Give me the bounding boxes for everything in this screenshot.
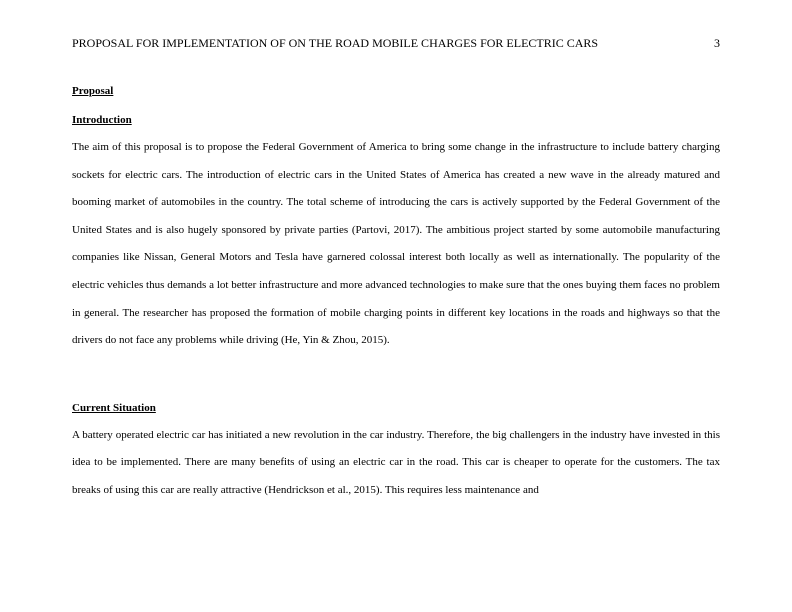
current-situation-heading: Current Situation — [72, 401, 156, 414]
introduction-paragraph: The aim of this proposal is to propose the Federal Government of America to bring some change in the infrastructure to include battery charging sockets for electric cars. The introduction of electric cars in the United States of America has created a new wave in the already matured and booming market of automobiles in the country. The total scheme of introducing the cars is actively supported by the Federal Government of the United States and is also hugely sponsored by private parties (Partovi, 2017). The ambitious project started by some automobile manufacturing companies like Nissan, General Motors and Tesla have garnered colossal interest both locally as well as internationally. The popularity of the electric vehicles thus demands a lot better infrastructure and more advanced technologies to make sure that the ones buying them faces no problem in general. The researcher has proposed the formation of mobile charging points in different key locations in the roads and highways so that the drivers do not face any problems while driving (He, Yin & Zhou, 2015). — [72, 141, 720, 347]
document-body — [72, 78, 720, 505]
current-situation-paragraph: A battery operated electric car has initiated a new revolution in the car industry. Therefore, the big challengers in the industry have invested in this idea to be implemented. There are many benefits of using an electric car in the road. This car is cheaper to operate for the customers. The tax breaks of using this car are really attractive (Hendrickson et al., 2015). This requires less maintenance and — [72, 428, 720, 496]
introduction-heading: Introduction — [72, 114, 132, 126]
proposal-heading: Proposal — [72, 85, 114, 97]
page-number: 3 — [714, 36, 720, 50]
running-head: PROPOSAL FOR IMPLEMENTATION OF ON THE ROAD MOBILE CHARGES FOR ELECTRIC CARS — [72, 36, 599, 50]
